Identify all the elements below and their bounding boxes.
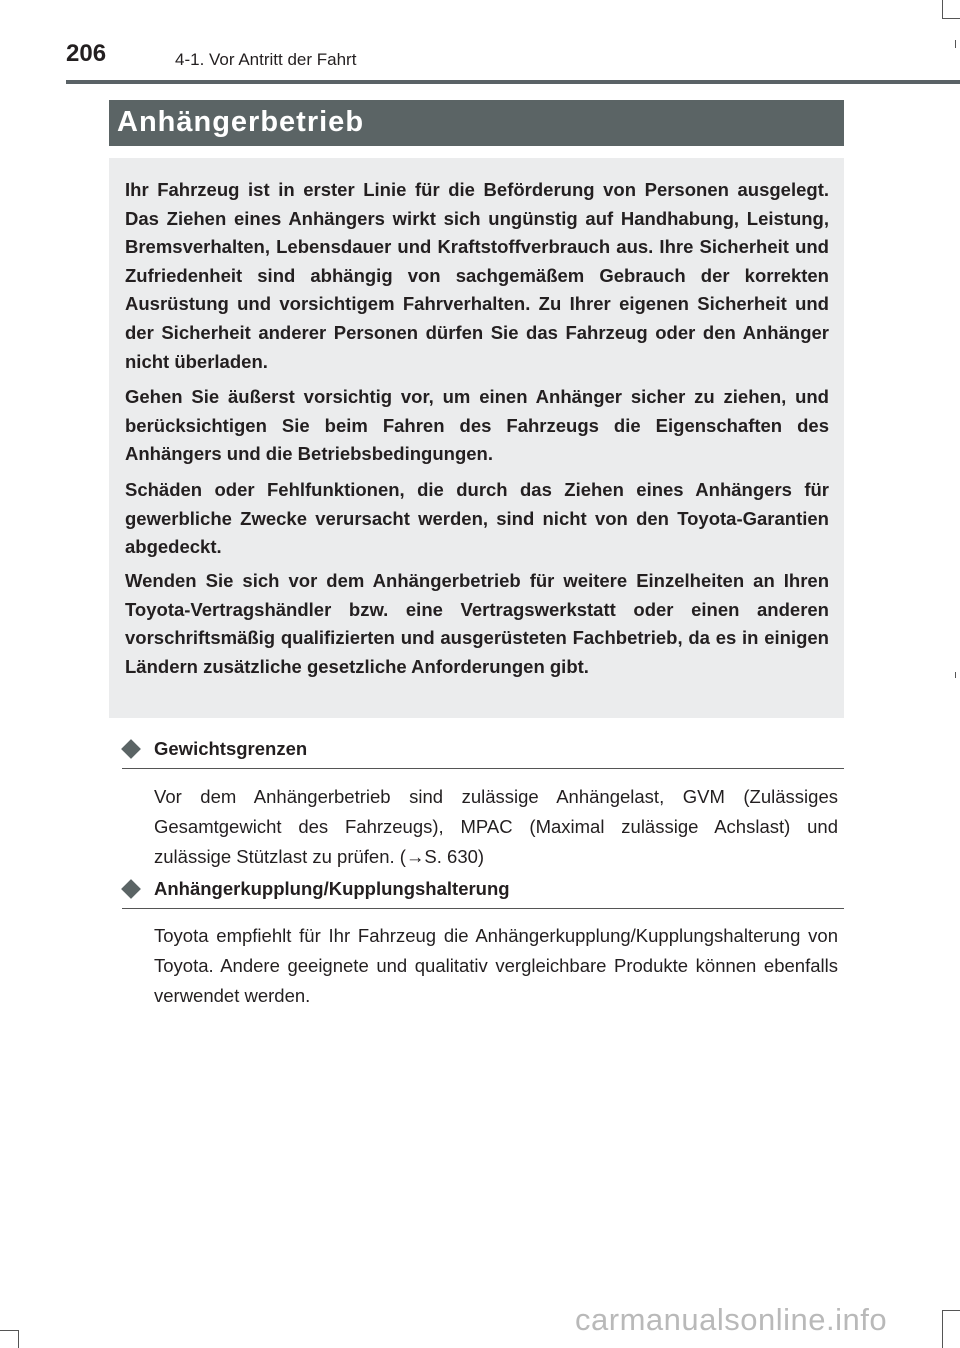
intro-paragraph: Ihr Fahrzeug ist in erster Linie für die Beförderung von Personen ausgelegt. Das Ziehen eines Anhängers wirkt sich ungünstig auf Handhabung, Leistung, Bremsverhalten, Lebensdauer und Kraftstoffverbrauch aus. Ihre Sicherheit und Zufriedenheit sind abhängig von sachgemäßem Gebrauch der korrekten Ausrüstung und vorsichtigem Fahrverhalten. Zu Ihrer eigenen Sicherheit und der Sicherheit anderer Personen dürfen Sie das Fahrzeug oder den Anhänger nicht überladen. [125, 179, 829, 372]
watermark: carmanualsonline.info [575, 1302, 888, 1337]
section-text: Vor dem Anhängerbetrieb sind zulässige Anhängelast, GVM (Zulässiges Gesamtgewicht des Fahrzeugs), MPAC (Maximal zulässige Achslast) und zulässige Stützlast zu prüfen. (→S. 630) [154, 786, 838, 867]
subheading-weight-limits [122, 740, 844, 769]
subheading-label: Gewichtsgrenzen [154, 738, 308, 759]
section-text: Toyota empfiehlt für Ihr Fahrzeug die Anhängerkupplung/Kupplungshalterung von Toyota. Andere geeignete und qualitativ vergleichbare Produkte können ebenfalls verwendet werden. [154, 925, 838, 1006]
intro-paragraph: Schäden oder Fehlfunktionen, die durch das Ziehen eines Anhängers für gewerbliche Zwecke verursacht werden, sind nicht von den Toyota-Garantien abgedeckt. [125, 479, 829, 558]
diamond-icon [121, 879, 141, 899]
crop-mark [942, 18, 960, 19]
title-bar [109, 100, 844, 146]
crop-mark [18, 1330, 19, 1348]
diamond-icon [121, 739, 141, 759]
crop-mark [942, 1310, 960, 1311]
intro-paragraph: Wenden Sie sich vor dem Anhängerbetrieb für weitere Einzelheiten an Ihren Toyota-Vertragshändler bzw. eine Vertragswerkstatt oder einen anderen vorschriftsmäßig qualifizierten und ausgerüsteten Fachbetrieb, da es in einigen Ländern zusätzliche gesetzliche Anforderungen gibt. [125, 570, 829, 677]
crop-mark [955, 672, 956, 678]
section-label: 4-1. Vor Antritt der Fahrt [175, 50, 357, 69]
crop-mark [955, 40, 956, 48]
intro-box [109, 158, 844, 718]
header-rule [66, 80, 960, 84]
crop-mark [0, 1330, 18, 1331]
subheading-label: Anhängerkupplung/Kupplungshalterung [154, 878, 510, 899]
subheading-trailer-hitch [122, 880, 844, 909]
crop-mark [942, 1310, 943, 1348]
crop-mark [942, 0, 943, 18]
page-title: Anhängerbetrieb [117, 106, 365, 138]
page-number: 206 [66, 40, 107, 67]
intro-paragraph: Gehen Sie äußerst vorsichtig vor, um einen Anhänger sicher zu ziehen, und berücksichtigen Sie beim Fahren des Fahrzeugs die Eigenschaften des Anhängers und die Betriebsbedingungen. [125, 386, 829, 465]
